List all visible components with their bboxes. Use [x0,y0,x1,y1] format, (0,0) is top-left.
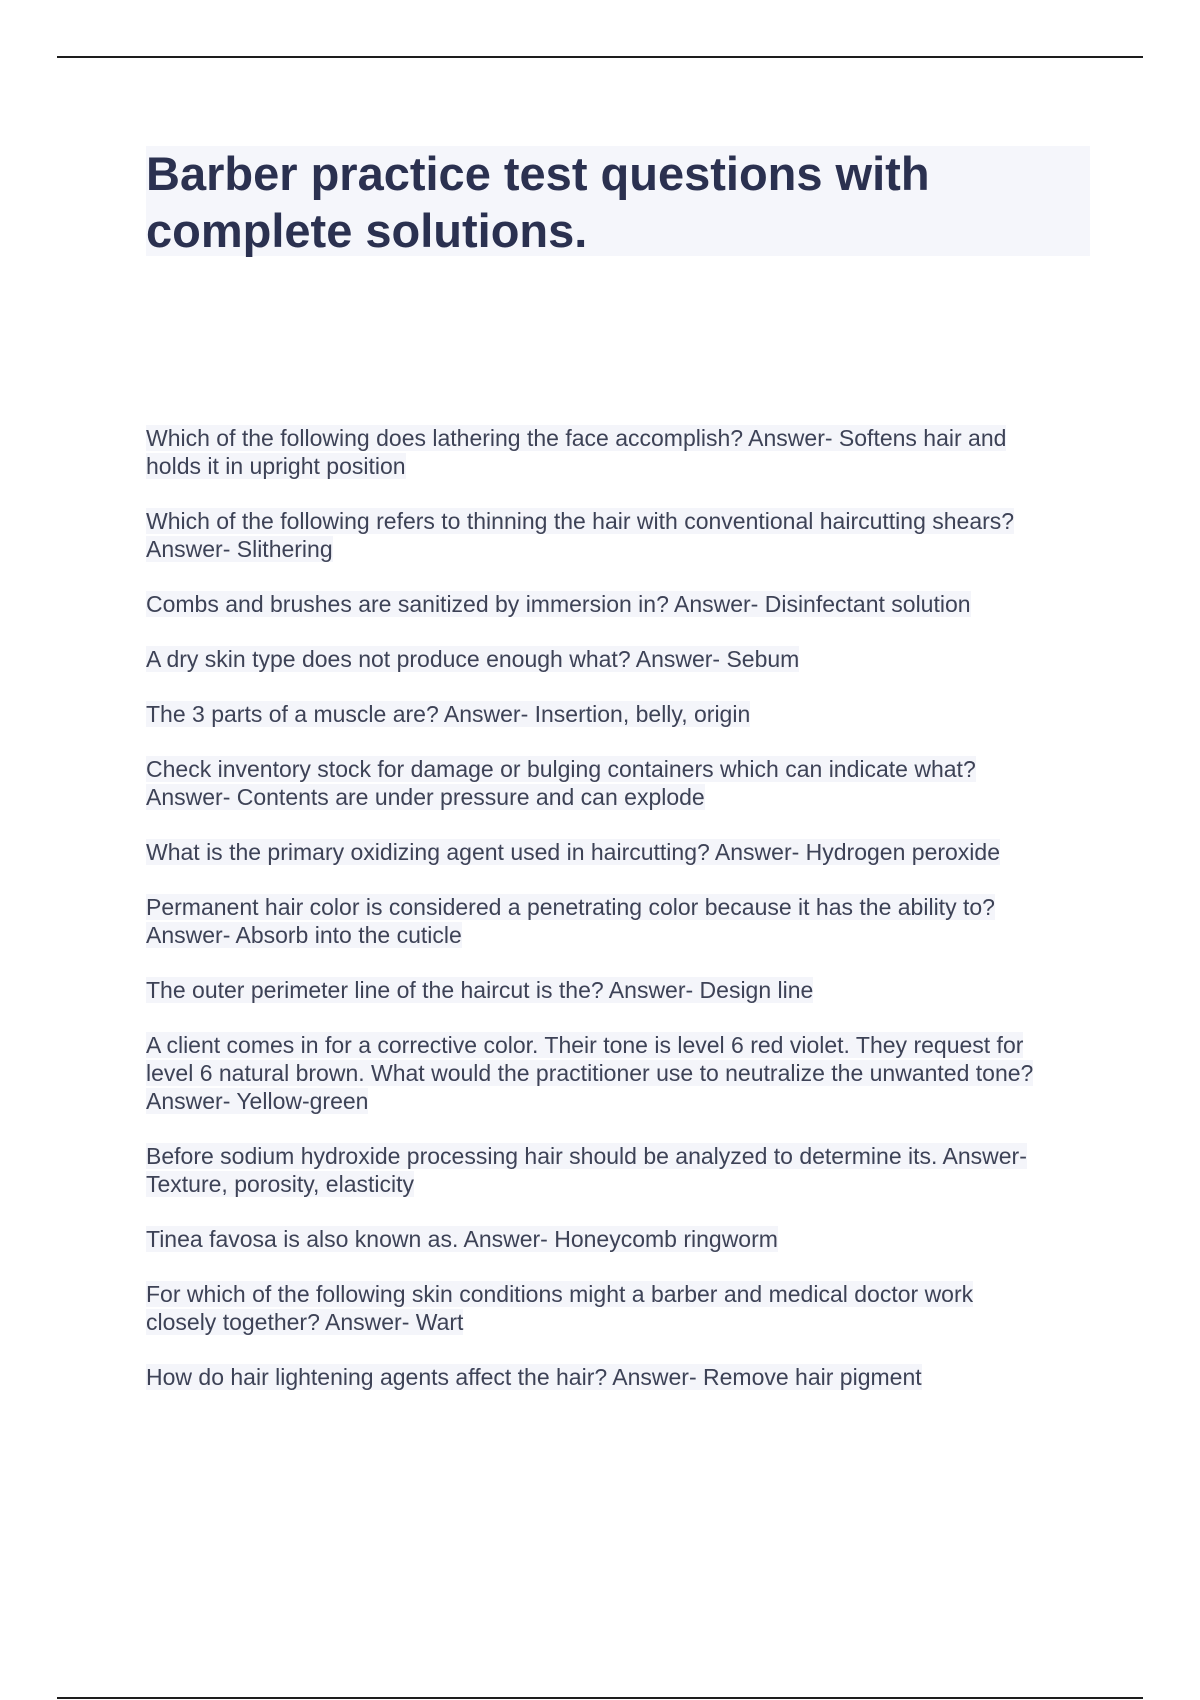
qa-text: Tinea favosa is also known as. Answer- Honeycomb ringworm [146,1226,778,1252]
bottom-rule [57,1697,1143,1699]
qa-item-1 [146,424,1090,480]
qa-item-4 [146,645,1090,673]
qa-item-8 [146,893,1090,949]
qa-text: Permanent hair color is considered a penetrating color because it has the ability to? Answer- Absorb into the cuticle [146,894,995,948]
qa-text: Before sodium hydroxide processing hair should be analyzed to determine its. Answer- Texture, porosity, elasticity [146,1143,1027,1197]
qa-text: Check inventory stock for damage or bulging containers which can indicate what? Answer- Contents are under pressure and can explode [146,756,976,810]
page-title: Barber practice test questions with complete solutions. [146,147,930,257]
qa-item-11 [146,1142,1090,1198]
qa-item-3 [146,590,1090,618]
qa-item-7 [146,838,1090,866]
qa-text: What is the primary oxidizing agent used in haircutting? Answer- Hydrogen peroxide [146,839,1000,865]
qa-text: Which of the following does lathering the face accomplish? Answer- Softens hair and holds it in upright position [146,425,1007,479]
qa-item-12 [146,1225,1090,1253]
qa-text: Which of the following refers to thinning the hair with conventional haircutting shears? Answer- Slithering [146,508,1015,562]
qa-text: A dry skin type does not produce enough what? Answer- Sebum [146,646,800,672]
qa-item-2 [146,507,1090,563]
qa-item-10 [146,1031,1090,1115]
qa-item-14 [146,1363,1090,1391]
qa-text: A client comes in for a corrective color. Their tone is level 6 red violet. They request for level 6 natural brown. What would the practitioner use to neutralize the unwanted tone? Answer- Yellow-green [146,1032,1034,1114]
qa-list [146,424,1090,1418]
qa-text: The outer perimeter line of the haircut is the? Answer- Design line [146,977,814,1003]
qa-item-6 [146,755,1090,811]
qa-item-9 [146,976,1090,1004]
qa-text: Combs and brushes are sanitized by immersion in? Answer- Disinfectant solution [146,591,971,617]
top-rule [57,56,1143,58]
qa-item-5 [146,700,1090,728]
qa-text: For which of the following skin conditions might a barber and medical doctor work closely together? Answer- Wart [146,1281,974,1335]
qa-item-13 [146,1280,1090,1336]
qa-text: The 3 parts of a muscle are? Answer- Insertion, belly, origin [146,701,751,727]
title-block [146,146,1090,256]
qa-text: How do hair lightening agents affect the hair? Answer- Remove hair pigment [146,1364,922,1390]
